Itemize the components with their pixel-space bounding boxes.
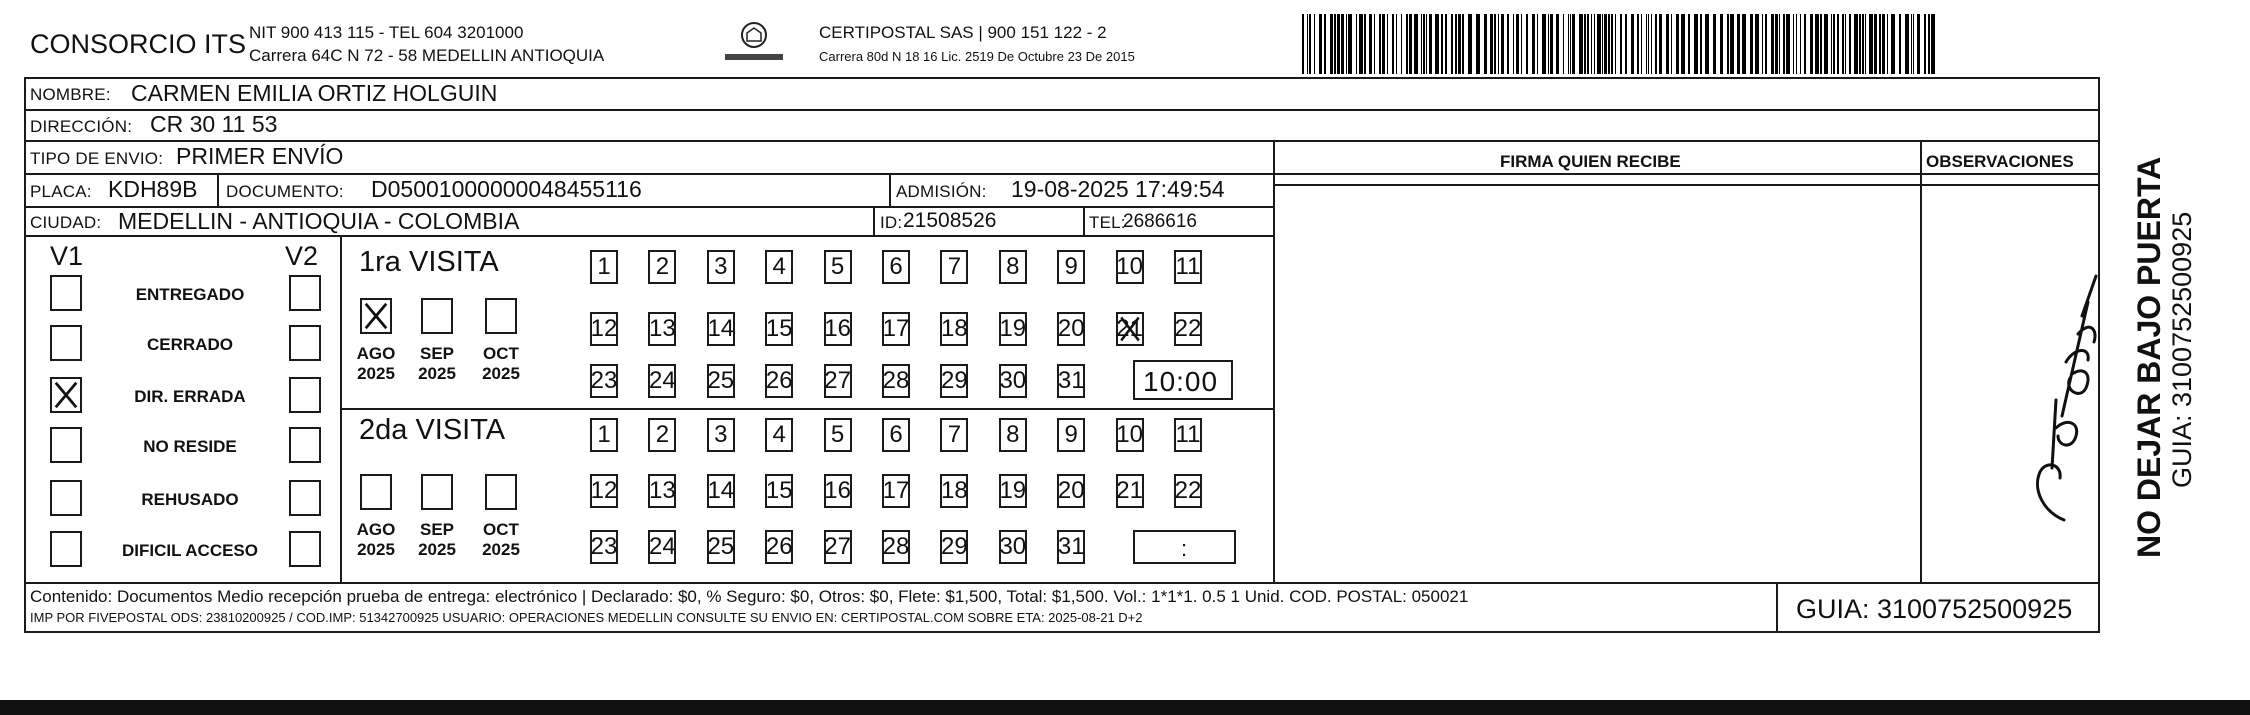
barcode-bar bbox=[1356, 14, 1357, 74]
barcode-bar bbox=[1507, 14, 1509, 74]
barcode-bar bbox=[1651, 14, 1652, 74]
barcode-bar bbox=[1705, 14, 1709, 74]
second-visit-day-2[interactable]: 2 bbox=[648, 418, 676, 452]
side-notice: NO DEJAR BAJO PUERTA bbox=[2131, 156, 2167, 558]
v1-checkbox-dificil-acceso[interactable] bbox=[50, 531, 82, 567]
barcode-bar bbox=[1364, 14, 1366, 74]
barcode-bar bbox=[1556, 14, 1559, 74]
status-label-entregado: ENTREGADO bbox=[135, 285, 245, 304]
barcode-bar bbox=[1441, 14, 1443, 74]
barcode-bar bbox=[1854, 14, 1858, 74]
side-guia: GUIA: 3100752500925 bbox=[2167, 211, 2197, 488]
barcode-bar bbox=[1341, 14, 1344, 74]
status-label-dificil-acceso: DIFICIL ACCESO bbox=[121, 541, 258, 560]
barcode-bar bbox=[1579, 14, 1583, 74]
status-label-dir-errada: DIR. ERRADA bbox=[134, 387, 246, 406]
barcode-bar bbox=[1666, 14, 1669, 74]
company-info-line-1: NIT 900 413 115 - TEL 604 3201000 bbox=[249, 23, 524, 42]
month-year-label bbox=[479, 520, 523, 559]
company-name: CONSORCIO ITS bbox=[30, 29, 247, 59]
barcode-bar bbox=[1532, 14, 1535, 74]
first-visit-day-10[interactable]: 10 bbox=[1116, 250, 1144, 284]
second-visit-day-1[interactable]: 1 bbox=[590, 418, 618, 452]
first-visit-day-13[interactable]: 13 bbox=[648, 312, 676, 346]
barcode-bar bbox=[1426, 14, 1427, 74]
barcode-bar bbox=[1849, 14, 1851, 74]
barcode bbox=[1302, 14, 1942, 74]
tel-value: 2686616 bbox=[1123, 211, 1197, 232]
v2-checkbox-cerrado[interactable] bbox=[289, 325, 321, 361]
second-visit-day-14[interactable]: 14 bbox=[707, 474, 735, 508]
first-visit-day-7[interactable]: 7 bbox=[940, 250, 968, 284]
id-label: ID: bbox=[880, 213, 903, 232]
second-visit-day-22[interactable]: 22 bbox=[1174, 474, 1202, 508]
barcode-bar bbox=[1887, 14, 1888, 74]
barcode-bar bbox=[1676, 14, 1679, 74]
barcode-bar bbox=[1401, 14, 1402, 74]
barcode-bar bbox=[1905, 14, 1909, 74]
barcode-bar bbox=[1775, 14, 1778, 74]
barcode-bar bbox=[1924, 14, 1926, 74]
second-visit-day-10[interactable]: 10 bbox=[1116, 418, 1144, 452]
id-value: 21508526 bbox=[903, 209, 997, 232]
first-visit-day-30[interactable]: 30 bbox=[999, 364, 1027, 398]
carrier-info-line-2: Carrera 80d N 18 16 Lic. 2519 De Octubre 23 De 2015 bbox=[819, 49, 1135, 64]
barcode-bar bbox=[1800, 14, 1801, 74]
barcode-bar bbox=[1392, 14, 1394, 74]
carrier-info-line-1: CERTIPOSTAL SAS | 900 151 122 - 2 bbox=[819, 23, 1107, 42]
v1-checkbox-cerrado[interactable] bbox=[50, 325, 82, 361]
barcode-bar bbox=[1521, 14, 1522, 74]
day-check-mark bbox=[1118, 314, 1142, 344]
barcode-bar bbox=[1445, 14, 1447, 74]
second-visit-month-ago[interactable] bbox=[360, 474, 392, 510]
barcode-bar bbox=[1409, 14, 1412, 74]
barcode-bar bbox=[1513, 14, 1514, 74]
second-visit-day-9[interactable]: 9 bbox=[1057, 418, 1085, 452]
barcode-bar bbox=[1594, 14, 1595, 74]
first-visit-day-8[interactable]: 8 bbox=[999, 250, 1027, 284]
status-label-no-reside: NO RESIDE bbox=[143, 437, 237, 456]
first-visit-day-24[interactable]: 24 bbox=[648, 364, 676, 398]
barcode-bar bbox=[1611, 14, 1613, 74]
barcode-bar bbox=[1548, 14, 1549, 74]
barcode-bar bbox=[1671, 14, 1672, 74]
barcode-bar bbox=[1330, 14, 1333, 74]
company-info-line-2: Carrera 64C N 72 - 58 MEDELLIN ANTIOQUIA bbox=[249, 46, 605, 65]
barcode-bar bbox=[1796, 14, 1797, 74]
second-visit-day-5[interactable]: 5 bbox=[824, 418, 852, 452]
barcode-bar bbox=[1620, 14, 1622, 74]
second-visit-day-30[interactable]: 30 bbox=[999, 530, 1027, 564]
nombre-value: CARMEN EMILIA ORTIZ HOLGUIN bbox=[131, 80, 498, 106]
footer-content-line: Contenido: Documentos Medio recepción prueba de entrega: electrónico | Declarado: $0, % Seguro: $0, Otros: $0, Flete: $1,500, Total: $1,500. Vol.: 1*1*1. 0.5 1 Unid. COD. POSTAL: 050021 bbox=[30, 587, 1469, 606]
month-label: AGO bbox=[356, 520, 396, 539]
second-visit-day-7[interactable]: 7 bbox=[940, 418, 968, 452]
barcode-bar bbox=[1891, 14, 1895, 74]
barcode-bar bbox=[1681, 14, 1685, 74]
placa-value: KDH89B bbox=[108, 176, 198, 202]
second-visit-month-oct[interactable] bbox=[485, 474, 517, 510]
second-visit-day-4[interactable]: 4 bbox=[765, 418, 793, 452]
status-label-rehusado: REHUSADO bbox=[141, 490, 239, 509]
tel-label: TEL: bbox=[1089, 213, 1126, 232]
first-visit-time-box[interactable] bbox=[1133, 360, 1233, 400]
barcode-bar bbox=[1348, 14, 1352, 74]
tipo-envio-label: TIPO DE ENVIO: bbox=[30, 149, 164, 168]
barcode-bar bbox=[1762, 14, 1763, 74]
barcode-bar bbox=[1542, 14, 1546, 74]
first-visit-day-26[interactable]: 26 bbox=[765, 364, 793, 398]
tipo-envio-value: PRIMER ENVÍO bbox=[176, 143, 344, 169]
second-visit-day-12[interactable]: 12 bbox=[590, 474, 618, 508]
barcode-bar bbox=[1625, 14, 1627, 74]
barcode-bar bbox=[1641, 14, 1642, 74]
barcode-bar bbox=[1608, 14, 1610, 74]
barcode-bar bbox=[1845, 14, 1846, 74]
barcode-bar bbox=[1346, 14, 1347, 74]
firma-column-header: FIRMA QUIEN RECIBE bbox=[1500, 152, 1681, 171]
first-visit-day-1[interactable]: 1 bbox=[590, 250, 618, 284]
frame-bottom bbox=[24, 631, 2100, 633]
first-visit-day-15[interactable]: 15 bbox=[765, 312, 793, 346]
year-label: 2025 bbox=[482, 539, 520, 559]
second-visit-day-17[interactable]: 17 bbox=[882, 474, 910, 508]
barcode-bar bbox=[1462, 14, 1464, 74]
first-visit-day-20[interactable]: 20 bbox=[1057, 312, 1085, 346]
barcode-bar bbox=[1837, 14, 1839, 74]
ciudad-label: CIUDAD: bbox=[30, 213, 102, 232]
barcode-bar bbox=[1455, 14, 1457, 74]
first-visit-day-21[interactable]: 21 bbox=[1116, 312, 1144, 346]
month-year-label bbox=[415, 344, 459, 383]
second-visit-day-25[interactable]: 25 bbox=[707, 530, 735, 564]
first-visit-day-19[interactable]: 19 bbox=[999, 312, 1027, 346]
first-visit-day-2[interactable]: 2 bbox=[648, 250, 676, 284]
barcode-bar bbox=[1700, 14, 1702, 74]
barcode-bar bbox=[1879, 14, 1881, 74]
second-visit-day-6[interactable]: 6 bbox=[882, 418, 910, 452]
barcode-bar bbox=[1570, 14, 1571, 74]
barcode-bar bbox=[1319, 14, 1322, 74]
page-bottom-edge bbox=[0, 700, 2250, 715]
barcode-bar bbox=[1550, 14, 1553, 74]
barcode-bar bbox=[1931, 14, 1935, 74]
second-visit-day-20[interactable]: 20 bbox=[1057, 474, 1085, 508]
month-label: OCT bbox=[483, 344, 519, 363]
barcode-bar bbox=[1874, 14, 1877, 74]
barcode-bar bbox=[1314, 14, 1315, 74]
barcode-bar bbox=[1755, 14, 1759, 74]
barcode-bar bbox=[1631, 14, 1634, 74]
second-visit-day-23[interactable]: 23 bbox=[590, 530, 618, 564]
barcode-bar bbox=[1309, 14, 1311, 74]
observaciones-column-header: OBSERVACIONES bbox=[1926, 152, 2074, 171]
barcode-bar bbox=[1396, 14, 1397, 74]
second-visit-time: : bbox=[1181, 536, 1188, 561]
year-label: 2025 bbox=[357, 539, 395, 559]
admision-value: 19-08-2025 17:49:54 bbox=[1011, 176, 1225, 202]
first-visit-day-12[interactable]: 12 bbox=[590, 312, 618, 346]
v2-header: V2 bbox=[285, 241, 319, 271]
barcode-bar bbox=[1815, 14, 1819, 74]
v2-checkbox-rehusado[interactable] bbox=[289, 480, 321, 516]
barcode-bar bbox=[1421, 14, 1422, 74]
frame-left bbox=[24, 77, 26, 633]
barcode-bar bbox=[1820, 14, 1822, 74]
barcode-bar bbox=[1771, 14, 1774, 74]
barcode-bar bbox=[1810, 14, 1813, 74]
v1-checkbox-dir-errada[interactable] bbox=[50, 377, 82, 413]
barcode-bar bbox=[1842, 14, 1844, 74]
first-visit-day-3[interactable]: 3 bbox=[707, 250, 735, 284]
barcode-bar bbox=[1568, 14, 1569, 74]
barcode-bar bbox=[1659, 14, 1662, 74]
barcode-bar bbox=[1911, 14, 1912, 74]
first-visit-day-5[interactable]: 5 bbox=[824, 250, 852, 284]
barcode-bar bbox=[1379, 14, 1381, 74]
first-visit-day-17[interactable]: 17 bbox=[882, 312, 910, 346]
barcode-bar bbox=[1737, 14, 1740, 74]
month-year-label bbox=[415, 520, 459, 559]
signature bbox=[2000, 250, 2100, 540]
first-visit-day-18[interactable]: 18 bbox=[940, 312, 968, 346]
first-visit-day-22[interactable]: 22 bbox=[1174, 312, 1202, 346]
year-label: 2025 bbox=[418, 539, 456, 559]
barcode-bar bbox=[1824, 14, 1828, 74]
second-visit-day-18[interactable]: 18 bbox=[940, 474, 968, 508]
nombre-label: NOMBRE: bbox=[30, 85, 111, 104]
month-label: OCT bbox=[483, 520, 519, 539]
barcode-bar bbox=[1859, 14, 1861, 74]
barcode-bar bbox=[1862, 14, 1864, 74]
second-visit-day-8[interactable]: 8 bbox=[999, 418, 1027, 452]
second-visit-day-11[interactable]: 11 bbox=[1174, 418, 1202, 452]
year-label: 2025 bbox=[418, 363, 456, 383]
month-label: SEP bbox=[419, 344, 455, 363]
barcode-bar bbox=[1516, 14, 1519, 74]
direccion-label: DIRECCIÓN: bbox=[30, 117, 133, 136]
month-year-label bbox=[354, 344, 398, 383]
first-visit-month-sep[interactable] bbox=[421, 298, 453, 334]
second-visit-day-19[interactable]: 19 bbox=[999, 474, 1027, 508]
barcode-bar bbox=[1899, 14, 1901, 74]
barcode-bar bbox=[1494, 14, 1496, 74]
barcode-bar bbox=[1498, 14, 1499, 74]
second-visit-month-sep[interactable] bbox=[421, 474, 453, 510]
barcode-bar bbox=[1865, 14, 1866, 74]
barcode-bar bbox=[1615, 14, 1616, 74]
year-label: 2025 bbox=[357, 363, 395, 383]
month-year-label bbox=[479, 344, 523, 383]
barcode-bar bbox=[1720, 14, 1723, 74]
barcode-bar bbox=[1783, 14, 1785, 74]
barcode-bar bbox=[1786, 14, 1790, 74]
barcode-bar bbox=[1655, 14, 1657, 74]
barcode-bar bbox=[1779, 14, 1780, 74]
first-visit-time: 10:00 bbox=[1143, 366, 1219, 397]
first-visit-day-9[interactable]: 9 bbox=[1057, 250, 1085, 284]
barcode-bar bbox=[1563, 14, 1564, 74]
barcode-bar bbox=[1468, 14, 1472, 74]
barcode-bar bbox=[1526, 14, 1528, 74]
barcode-bar bbox=[1501, 14, 1504, 74]
placa-label: PLACA: bbox=[30, 182, 92, 201]
barcode-bar bbox=[1490, 14, 1493, 74]
first-visit-day-14[interactable]: 14 bbox=[707, 312, 735, 346]
second-visit-day-29[interactable]: 29 bbox=[940, 530, 968, 564]
barcode-bar bbox=[1833, 14, 1835, 74]
barcode-bar bbox=[1423, 14, 1425, 74]
v1-checkbox-entregado[interactable] bbox=[50, 275, 82, 311]
barcode-bar bbox=[1451, 14, 1453, 74]
first-visit-day-29[interactable]: 29 bbox=[940, 364, 968, 398]
barcode-bar bbox=[1458, 14, 1461, 74]
barcode-bar bbox=[1584, 14, 1586, 74]
v2-checkbox-dir-errada[interactable] bbox=[289, 377, 321, 413]
barcode-bar bbox=[1324, 14, 1326, 74]
barcode-bar bbox=[1765, 14, 1767, 74]
barcode-bar bbox=[1587, 14, 1589, 74]
second-visit-day-21[interactable]: 21 bbox=[1116, 474, 1144, 508]
second-visit-title: 2da VISITA bbox=[359, 414, 506, 446]
frame-top bbox=[24, 77, 2100, 79]
barcode-bar bbox=[1429, 14, 1432, 74]
barcode-bar bbox=[1406, 14, 1408, 74]
first-visit-day-6[interactable]: 6 bbox=[882, 250, 910, 284]
v1-checkbox-rehusado[interactable] bbox=[50, 480, 82, 516]
barcode-bar bbox=[1597, 14, 1601, 74]
second-visit-day-15[interactable]: 15 bbox=[765, 474, 793, 508]
documento-label: DOCUMENTO: bbox=[226, 182, 344, 201]
barcode-bar bbox=[1917, 14, 1920, 74]
barcode-bar bbox=[1646, 14, 1647, 74]
barcode-bar bbox=[1387, 14, 1388, 74]
barcode-bar bbox=[1694, 14, 1698, 74]
first-visit-day-16[interactable]: 16 bbox=[824, 312, 852, 346]
second-visit-day-16[interactable]: 16 bbox=[824, 474, 852, 508]
barcode-bar bbox=[1882, 14, 1885, 74]
second-visit-time-box[interactable] bbox=[1133, 530, 1236, 564]
v1-checkbox-no-reside[interactable] bbox=[50, 427, 82, 463]
first-visit-month-oct[interactable] bbox=[485, 298, 517, 334]
second-visit-day-27[interactable]: 27 bbox=[824, 530, 852, 564]
second-visit-day-31[interactable]: 31 bbox=[1057, 530, 1085, 564]
footer-print-line: IMP POR FIVEPOSTAL ODS: 23810200925 / COD.IMP: 51342700925 USUARIO: OPERACIONES MEDELLIN CONSULTE SU ENVIO EN: CERTIPOSTAL.COM SOBRE ETA: 2025-08-21 D+2 bbox=[30, 610, 1143, 625]
barcode-bar bbox=[1382, 14, 1385, 74]
first-visit-day-23[interactable]: 23 bbox=[590, 364, 618, 398]
v2-checkbox-no-reside[interactable] bbox=[289, 427, 321, 463]
first-visit-month-ago[interactable] bbox=[360, 298, 392, 334]
second-visit-day-13[interactable]: 13 bbox=[648, 474, 676, 508]
ciudad-value: MEDELLIN - ANTIOQUIA - COLOMBIA bbox=[118, 208, 520, 234]
second-visit-day-26[interactable]: 26 bbox=[765, 530, 793, 564]
direccion-value: CR 30 11 53 bbox=[150, 111, 278, 137]
v2-checkbox-entregado[interactable] bbox=[289, 275, 321, 311]
barcode-bar bbox=[1302, 14, 1304, 74]
first-visit-day-25[interactable]: 25 bbox=[707, 364, 735, 398]
barcode-bar bbox=[1913, 14, 1914, 74]
barcode-bar bbox=[1414, 14, 1418, 74]
barcode-bar bbox=[1831, 14, 1832, 74]
barcode-bar bbox=[1727, 14, 1729, 74]
barcode-bar bbox=[1435, 14, 1439, 74]
barcode-bar bbox=[1591, 14, 1592, 74]
barcode-bar bbox=[1648, 14, 1649, 74]
barcode-bar bbox=[1537, 14, 1538, 74]
year-label: 2025 bbox=[482, 363, 520, 383]
second-visit-day-24[interactable]: 24 bbox=[648, 530, 676, 564]
certipostal-logo bbox=[719, 18, 789, 66]
first-visit-day-31[interactable]: 31 bbox=[1057, 364, 1085, 398]
admision-label: ADMISIÓN: bbox=[896, 182, 987, 201]
month-year-label bbox=[354, 520, 398, 559]
barcode-bar bbox=[1713, 14, 1716, 74]
v2-checkbox-dificil-acceso[interactable] bbox=[289, 531, 321, 567]
barcode-bar bbox=[1369, 14, 1372, 74]
documento-value: D05001000000048455116 bbox=[371, 176, 642, 202]
barcode-bar bbox=[1742, 14, 1746, 74]
barcode-bar bbox=[1604, 14, 1607, 74]
barcode-bar bbox=[1793, 14, 1794, 74]
barcode-bar bbox=[1334, 14, 1336, 74]
first-visit-day-4[interactable]: 4 bbox=[765, 250, 793, 284]
barcode-bar bbox=[1750, 14, 1753, 74]
barcode-bar bbox=[1374, 14, 1375, 74]
barcode-bar bbox=[1359, 14, 1363, 74]
barcode-bar bbox=[1307, 14, 1308, 74]
first-visit-day-28[interactable]: 28 bbox=[882, 364, 910, 398]
second-visit-day-3[interactable]: 3 bbox=[707, 418, 735, 452]
v1-header: V1 bbox=[50, 241, 84, 271]
barcode-bar bbox=[1637, 14, 1639, 74]
status-label-cerrado: CERRADO bbox=[147, 335, 233, 354]
second-visit-day-28[interactable]: 28 bbox=[882, 530, 910, 564]
first-visit-day-27[interactable]: 27 bbox=[824, 364, 852, 398]
month-label: AGO bbox=[356, 344, 396, 363]
barcode-bar bbox=[1730, 14, 1734, 74]
barcode-bar bbox=[1572, 14, 1575, 74]
footer-guia: GUIA: 3100752500925 bbox=[1796, 594, 2073, 624]
barcode-bar bbox=[1484, 14, 1487, 74]
barcode-bar bbox=[1337, 14, 1340, 74]
first-visit-day-11[interactable]: 11 bbox=[1174, 250, 1202, 284]
barcode-bar bbox=[1688, 14, 1690, 74]
barcode-bar bbox=[1476, 14, 1480, 74]
first-visit-title: 1ra VISITA bbox=[359, 246, 499, 278]
barcode-bar bbox=[1602, 14, 1603, 74]
barcode-bar bbox=[1928, 14, 1930, 74]
barcode-bar bbox=[1869, 14, 1873, 74]
barcode-bar bbox=[1804, 14, 1806, 74]
month-label: SEP bbox=[419, 520, 455, 539]
